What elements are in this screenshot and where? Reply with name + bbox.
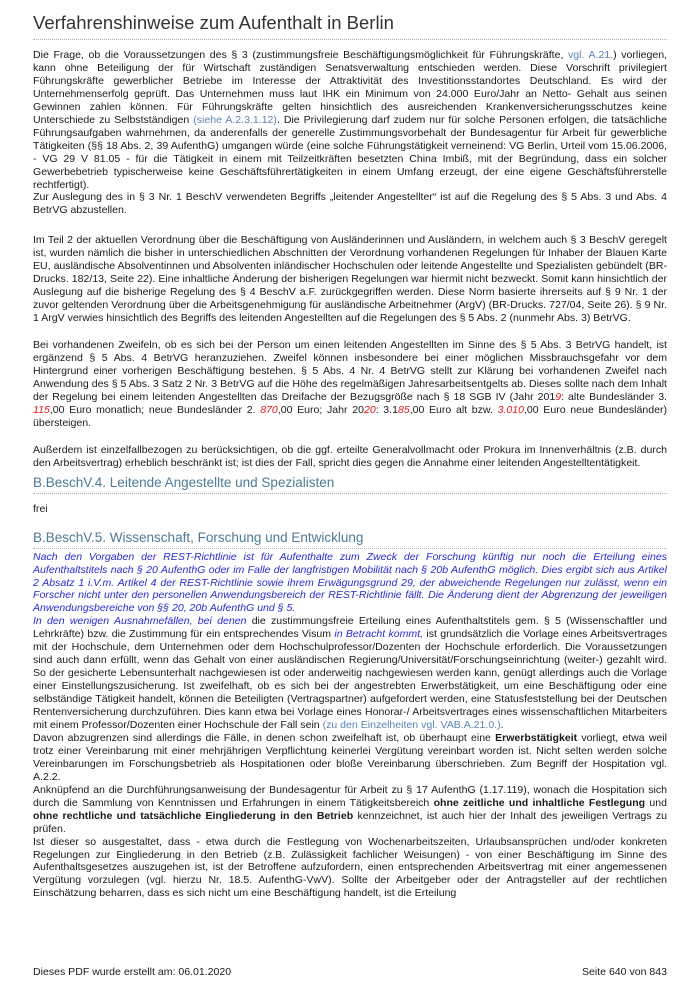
section-5-paragraph-3 <box>33 784 667 836</box>
created-date: Dieses PDF wurde erstellt am: 06.01.2020 <box>33 966 232 978</box>
section-5-paragraph-4: Ist dieser so ausgestaltet, dass - etwa durch die Festlegung von Wochenarbeitszeiten, Urlaubsansprüchen und/oder konkreten Regelungen zur Eingliederung in den Betrieb (z.B. Zulässigkeit fachlicher Weisungen) - von einer Beschäftigung im Sinne des Aufenthaltsgesetzes auszugehen ist, ist der Betroffene aufzufordern, einen entsprechenden Arbeitsvertrag mit einer angemessenen Vergütung vorzulegen (vgl. hierzu Nr. 18.5. AufenthG-VwV). Sollte der Arbeitgeber oder der Antragsteller auf der rechtlichen Einschätzung beharren, dass es sich nicht um eine Beschäftigung handelt, ist die Erteilung <box>33 835 667 900</box>
text-span: die zustimmungsfreie Erteilung eines Aufenthaltstitels gem. § 5 (Wissenschaftler und Lehrkräfte) bzw. die Zustimmung für ein entsprechendes Visum <box>33 615 667 641</box>
intro-paragraph-1 <box>33 49 667 217</box>
text-span: Bei vorhandenen Zweifeln, ob es sich bei der Person um einen leitenden Angestellten im Sinne des § 5 Abs. 3 BetrVG handelt, ist ergänzend § 5 Abs. 4 BetrVG heranzuziehen. Zweifel können insbesondere bei einer möglichen Missbrauchsgefahr vor dem Hintergrund einer vorherigen Beschäftigung bestehen. § 5 Abs. 4 Nr. 4 BetrVG stellt zur Klärung bei vorhandenen Zweifel nach Anwendung des § 5 Abs. 3 Satz 2 Nr. 3 BetrVG auf die Höhe des regelmäßigen Jahresarbeitsentgelts ab. Dieses sollte nach dem Inhalt der Regelung bei einem leitenden Angestellten das Dreifache der Bezugsgröße nach § 18 SGB IV (Jahr 201 <box>33 339 667 403</box>
bold-term: ohne zeitliche und inhaltliche Festlegung <box>433 796 646 809</box>
changed-value: 3.010 <box>497 403 524 416</box>
text-span: : 3.1 <box>375 403 398 416</box>
changed-value: 115 <box>33 403 50 416</box>
section-heading-4: B.BeschV.4. Leitende Angestellte und Spezialisten <box>33 475 667 494</box>
text-span: . <box>500 718 504 731</box>
text-span: Zur Auslegung des in § 3 Nr. 1 BeschV verwendeten Begriffs „leitender Angestellter“ ist auf die Regelung des § 5 Abs. 3 und Abs. 4 BetrVG abzustellen. <box>33 191 667 217</box>
text-span: und <box>649 796 668 809</box>
link-a23112[interactable]: (siehe A.2.3.1.12) <box>193 113 277 126</box>
section-heading-5: B.BeschV.5. Wissenschaft, Forschung und Entwicklung <box>33 530 667 549</box>
text-span: ,00 Euro neue Bundesländer) übersteigen. <box>33 403 667 429</box>
intro-paragraph-2: Im Teil 2 der aktuellen Verordnung über die Beschäftigung von Ausländerinnen und Ausländern, in welchem auch § 3 BeschV geregelt ist, wurden nämlich die bisher in unterschiedlichen Abschnitten der Verordnung vorhandenen Regelungen für Inhaber der Blauen Karte EU, ausländische Absolventinnen und Absolventen inländischer Hochschulen oder leitende Angestellte und Spezialisten gebündelt (BR-Drucks. 182/13, Seite 22). Eine inhaltliche Änderung der bisherigen Regelungen war hiermit nicht bezweckt. Somit kann hinsichtlich der Auslegung auf die bisherige Regelung des § 4 BeschV a.F. zurückgegriffen werden. Diese Norm basierte ihrerseits auf § 9 Nr. 1 der zuvor geltenden Verordnung über die Arbeitsgenehmigung für ausländische Arbeitnehmer (ArgV) (BR-Drucks. 727/04, Seite 26). § 9 Nr. 1 ArgV verwies hinsichtlich des Begriffs des leitenden Angestellten auf die Regelungen des § 5 Abs. 2 (nunmehr Abs. 3) BetrVG. <box>33 234 667 325</box>
changed-value: 20 <box>363 403 376 416</box>
text-span: vorliegt, etwa weil trotz einer Vereinbarung mit einer mehrjährigen Verpflichtung keinerlei Vergütung vereinbart worden ist. Nicht selten werden solche Vereinbarungen im Forschungsbetrieb als Hospitationen oder bloße Vereinbarung überschrieben. Zum Begriff der Hospitation vgl. A.2.2. <box>33 731 667 783</box>
text-span: ) vorliegen, kann ohne Beteiligung der für Wirtschaft zuständigen Senatsverwaltung entschieden werden. Diese Vorschrift privilegiert Führungskräfte gewerblicher Betriebe im Interesse der Attraktivität des Investitionsstandortes Deutschland. Es wird der Unternehmenserfolg geprüft. Das Unternehmen muss laut IHK ein Minimum von 24.000 Euro/Jahr an Netto- Gehalt aus seinen Gewinnen zahlen können. Für Führungskräfte gelten hinsichtlich des ausreichenden Krankenversicherungsschutzes keine Unterschiede zu Selbstständigen <box>33 49 667 126</box>
text-span: Die Frage, ob die Voraussetzungen des § 3 (zustimmungsfreie Beschäftigungsmöglichkeit für Führungskräfte, <box>33 49 564 61</box>
changed-value: 870 <box>260 403 278 416</box>
section-5-blue-note: Nach den Vorgaben der REST-Richtlinie ist für Aufenthalte zum Zweck der Forschung künftig nur noch die Erteilung eines Aufenthaltstitels nach § 20 AufenthG oder im Falle der langfristigen Mobilität nach § 20b AufenthG möglich. Dies ergibt sich aus Artikel 2 Absatz 1 i.V.m. Artikel 4 der REST-Richtlinie sowie ihrem Erwägungsgrund 29, der abweichende Regelungen nur zulässt, wenn ein Forscher nicht unter den personellen Anwendungsbereich der REST-Richtlinie fällt. Die Änderung dient der Abgrenzung der jeweiligen Anwendungsbereiche von §§ 20, 20b AufenthG und § 5. <box>33 550 667 615</box>
link-vab-a21[interactable]: (zu den Einzelheiten vgl. VAB.A.21.0.) <box>322 718 501 731</box>
text-span: ,00 Euro; Jahr 20 <box>277 403 364 416</box>
page-footer <box>33 966 667 978</box>
text-span: Anknüpfend an die Durchführungsanweisung der Bundesagentur für Arbeit zu § 17 AufenthG (1.17.119), wonach die Hospitation sich durch die Sammlung von Kenntnissen und Erfahrungen in einem Tätigkeitsbereich <box>33 783 667 809</box>
section-5-paragraph-2 <box>33 732 667 784</box>
text-span: kennzeichnet, ist auch hier der Inhalt des jeweiligen Vertrags zu prüfen. <box>33 809 667 835</box>
link-a21[interactable]: vgl. A.21. <box>568 49 614 61</box>
section-4-body: frei <box>33 502 48 515</box>
text-span: ,00 Euro alt bzw. <box>409 403 493 416</box>
text-span: ist grundsätzlich die Vorlage eines Arbeitsvertrages mit der Hochschule, dem Unternehmen oder dem Hochschulprofessor/Dozenten der Hochschule erforderlich. Die Voraussetzungen sind auch dann erfüllt, wenn das Gehalt von einer ausländischen Regierung/Universität/Forschungseinrichtung (weiter-) gezahlt wird. So der gesicherte Lebensunterhalt nachgewiesen ist oder anderweitig nachgewiesen werden kann, genügt allerdings auch die Vorlage einer Einstellungszusicherung. Ist zweifelhaft, ob es sich bei der angestrebten Erwerbstätigkeit, um eine Beschäftigung oder eine selbständige Tätigkeit handelt, können die Beteiligten (Vertragspartner) aufgefordert werden, eine Statusfeststellung bei der Deutschen Rentenversicherung durchzuführen. Dies kann etwa bei Vorlage eines Honorar-/ Arbeitsvertrages eines wissenschaftlichen Mitarbeiters mit einem Professor/Dozenten einer Hochschule der Fall sein <box>33 628 667 731</box>
page-number: Seite 640 von 843 <box>581 966 667 978</box>
changed-value: 85 <box>397 403 410 416</box>
changed-value: 9 <box>555 390 562 403</box>
page-title: Verfahrenshinweise zum Aufenthalt in Berlin <box>33 12 667 40</box>
bold-term: ohne rechtliche und tatsächliche Eingliederung in den Betrieb <box>33 809 354 822</box>
text-span: ,00 Euro monatlich; neue Bundesländer 2. <box>49 403 256 416</box>
text-span: . Die Privilegierung darf zudem nur für solche Personen erfolgen, die tatsächliche Führungsaufgaben wahrnehmen, da anderenfalls der generelle Zustimmungsvorbehalt der Bundesagentur für Arbeit für gewerbliche Tätigkeiten (§§ 18 Abs. 2, 39 AufenthG) umgangen würde (eine solche Führungstätigkeit verneinend: VG Berlin, Urteil vom 15.06.2006, - VG 29 V 81.05 - für die Tätigkeit in einem mit Teilzeitkräften besetzten China Imbiß, mit der Begründung, dass ein solcher Gewerbebetrieb typischerweise keine Geschäftsführertätigkeiten in einem Umfang erzeugt, der eine eigene Geschäftsführerstelle rechtfertigt). <box>33 113 667 191</box>
section-5-paragraph-1 <box>33 615 667 732</box>
intro-paragraph-3 <box>33 339 667 430</box>
intro-paragraph-4: Außerdem ist einzelfallbezogen zu berücksichtigen, ob die ggf. erteilte Generalvollmacht oder Prokura im Innenverhältnis (z.B. durch den Arbeitsvertrag) erheblich beschränkt ist; ist dies der Fall, spricht dies gegen die Annahme einer leitenden Angestelltentätigkeit. <box>33 443 667 469</box>
text-span: In den wenigen Ausnahmefällen, bei denen <box>33 615 247 628</box>
bold-term: Erwerbstätigkeit <box>495 731 578 744</box>
text-span: Davon abzugrenzen sind allerdings die Fälle, in denen schon zweifelhaft ist, ob überhaupt eine <box>33 731 491 744</box>
document-page <box>33 0 667 900</box>
text-span: in Betracht kommt, <box>334 628 424 641</box>
text-span: : alte Bundesländer 3. <box>561 390 667 403</box>
